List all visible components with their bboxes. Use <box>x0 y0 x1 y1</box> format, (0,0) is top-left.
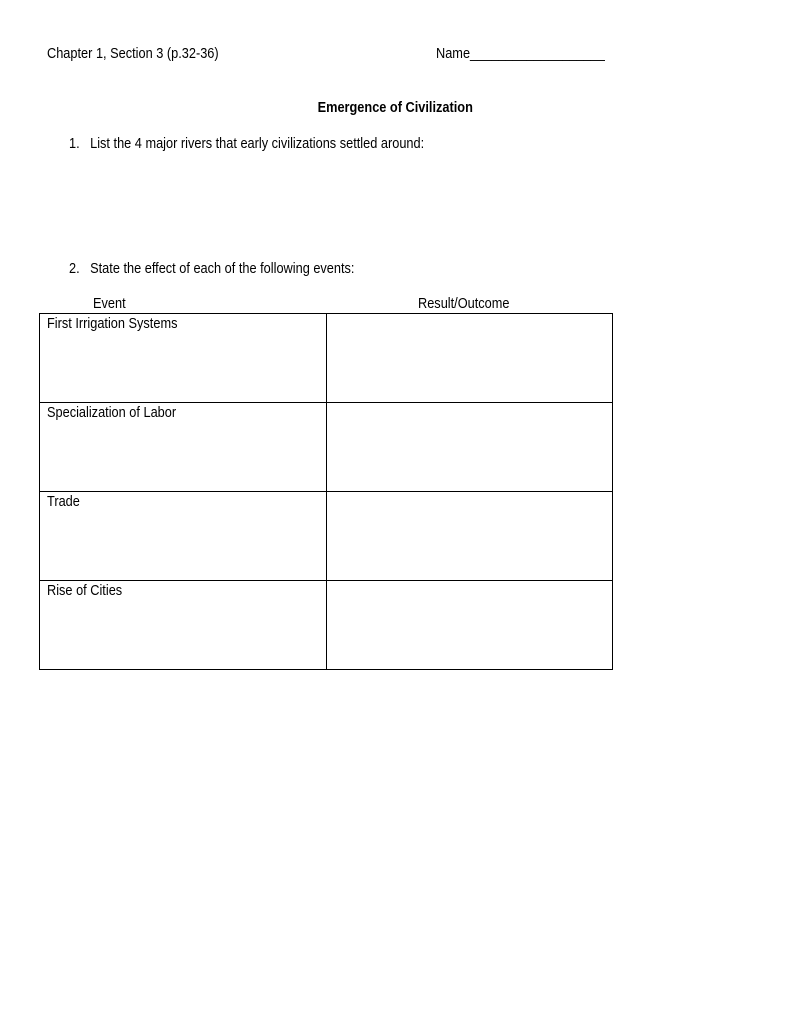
name-field-label: Name___________________ <box>436 46 605 62</box>
table-row <box>40 492 613 581</box>
column-header-event: Event <box>93 296 126 312</box>
chapter-section-label: Chapter 1, Section 3 (p.32-36) <box>47 46 219 62</box>
question-text: List the 4 major rivers that early civilizations settled around: <box>90 136 425 152</box>
event-cell: First Irrigation Systems <box>40 314 327 403</box>
table-row <box>40 403 613 492</box>
result-cell[interactable] <box>327 492 613 581</box>
result-cell[interactable] <box>327 314 613 403</box>
events-table <box>39 313 613 670</box>
event-cell: Specialization of Labor <box>40 403 327 492</box>
event-cell: Trade <box>40 492 327 581</box>
result-cell[interactable] <box>327 403 613 492</box>
event-cell: Rise of Cities <box>40 581 327 670</box>
question-1 <box>69 136 473 152</box>
table-row <box>40 581 613 670</box>
question-number: 1. <box>69 136 80 152</box>
page-title: Emergence of Civilization <box>317 100 474 116</box>
column-header-result: Result/Outcome <box>418 296 510 312</box>
question-text: State the effect of each of the following events: <box>90 261 355 277</box>
result-cell[interactable] <box>327 581 613 670</box>
table-row <box>40 314 613 403</box>
question-number: 2. <box>69 261 80 277</box>
question-2 <box>69 261 393 277</box>
